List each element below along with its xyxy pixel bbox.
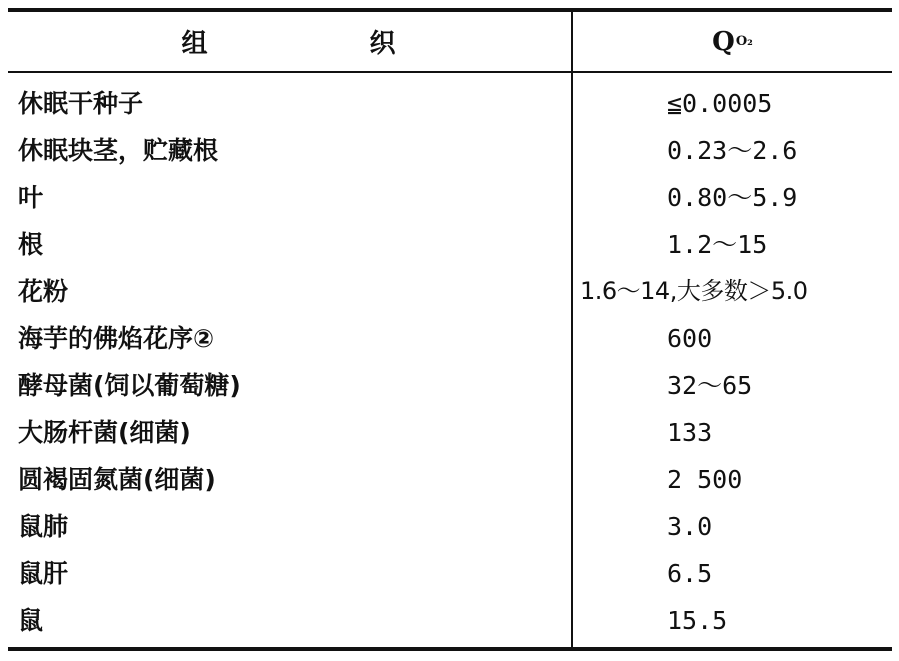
- table-row: [0, 127, 899, 174]
- table-row: [0, 174, 899, 221]
- qo2-cell: 15.5: [667, 606, 728, 635]
- table-row: [0, 80, 899, 127]
- tissue-cell: 海芋的佛焰花序②: [18, 324, 215, 353]
- table-row: [0, 409, 899, 456]
- table-row: [0, 315, 899, 362]
- table-row: [0, 362, 899, 409]
- table-row: [0, 503, 899, 550]
- tissue-cell: 鼠肝: [18, 559, 69, 588]
- header-q: Q: [712, 26, 735, 57]
- qo2-cell: 3.0: [667, 512, 713, 541]
- qo2-cell: 2 500: [667, 465, 743, 494]
- qo2-cell: 32～65: [667, 371, 753, 400]
- qo2-cell: 0.23～2.6: [667, 136, 798, 165]
- tissue-cell: 根: [18, 230, 44, 259]
- table-row: [0, 550, 899, 597]
- qo2-cell: 1.2～15: [667, 230, 768, 259]
- qo2-cell: 1.6～14,大多数＞5.0: [580, 277, 808, 305]
- table-row: [0, 221, 899, 268]
- tissue-cell: 酵母菌(饲以葡萄糖): [18, 371, 241, 400]
- tissue-cell: 休眠干种子: [18, 89, 144, 118]
- qo2-cell: 0.80～5.9: [667, 183, 798, 212]
- tissue-cell: 鼠: [18, 606, 44, 635]
- header-qo2: [573, 12, 892, 71]
- qo2-cell: 600: [667, 324, 713, 353]
- table-row: [0, 597, 899, 644]
- tissue-cell: 叶: [18, 183, 44, 212]
- table-header-rule: [8, 71, 892, 73]
- tissue-cell: 大肠杆菌(细菌): [18, 418, 191, 447]
- table-bottom-rule: [8, 647, 892, 651]
- tissue-cell: 休眠块茎，贮藏根: [18, 136, 219, 165]
- tissue-cell: 圆褐固氮菌(细菌): [18, 465, 216, 494]
- table-body: [0, 80, 899, 644]
- header-q-subscript: O₂: [735, 34, 753, 49]
- tissue-cell: 鼠肺: [18, 512, 69, 541]
- header-tissue-char-1: 组: [181, 29, 210, 59]
- qo2-cell: ≦0.0005: [667, 89, 773, 118]
- table-row: [0, 456, 899, 503]
- header-tissue-char-2: 织: [369, 29, 398, 59]
- qo2-cell: 133: [667, 418, 713, 447]
- header-tissue: [8, 12, 571, 71]
- table-row: [0, 268, 899, 315]
- qo2-cell: 6.5: [667, 559, 713, 588]
- tissue-cell: 花粉: [18, 277, 69, 306]
